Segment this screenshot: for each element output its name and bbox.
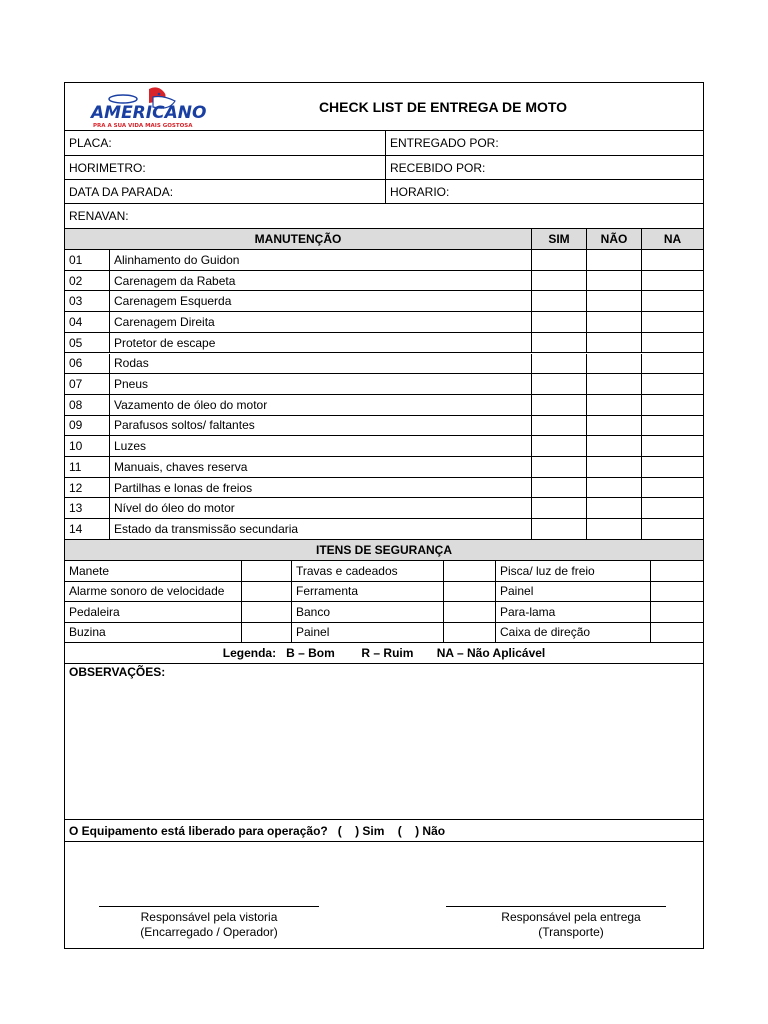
item-label: Luzes bbox=[109, 436, 531, 456]
item-number: 06 bbox=[69, 356, 83, 371]
maintenance-title: MANUTENÇÃO bbox=[65, 229, 531, 249]
item-label: Partilhas e lonas de freios bbox=[109, 478, 531, 498]
checkbox-na[interactable] bbox=[641, 436, 703, 456]
placa-field[interactable]: PLACA: bbox=[69, 136, 112, 150]
checkbox-nao[interactable] bbox=[586, 291, 641, 311]
item-number: 01 bbox=[69, 252, 83, 267]
checkbox-na[interactable] bbox=[641, 416, 703, 436]
item-number: 08 bbox=[69, 397, 83, 412]
table-row bbox=[65, 436, 703, 457]
info-row-3 bbox=[65, 180, 703, 204]
legend-row bbox=[65, 643, 703, 664]
table-row bbox=[65, 498, 703, 519]
checkbox-sim[interactable] bbox=[531, 250, 586, 270]
checkbox-sim[interactable] bbox=[531, 374, 586, 394]
checkbox-sim[interactable] bbox=[531, 312, 586, 332]
item-label: Protetor de escape bbox=[109, 333, 531, 353]
safety-check-box[interactable] bbox=[241, 602, 291, 622]
safety-item-label: Buzina bbox=[69, 625, 106, 640]
info-row-4 bbox=[65, 204, 703, 229]
observations-label: OBSERVAÇÕES: bbox=[69, 665, 166, 679]
checkbox-na[interactable] bbox=[641, 354, 703, 374]
checkbox-na[interactable] bbox=[641, 478, 703, 498]
checkbox-nao[interactable] bbox=[586, 519, 641, 539]
checkbox-sim[interactable] bbox=[531, 498, 586, 518]
left-signature-detail: (Encarregado / Operador) bbox=[140, 925, 278, 939]
safety-check-box[interactable] bbox=[443, 561, 495, 581]
item-label: Carenagem da Rabeta bbox=[109, 271, 531, 291]
table-row bbox=[65, 250, 703, 271]
item-number: 14 bbox=[69, 521, 83, 536]
safety-check-box[interactable] bbox=[443, 623, 495, 643]
signature-label-right bbox=[461, 910, 681, 940]
checkbox-sim[interactable] bbox=[531, 457, 586, 477]
table-row bbox=[65, 582, 703, 603]
item-label: Vazamento de óleo do motor bbox=[109, 395, 531, 415]
checkbox-nao[interactable] bbox=[586, 271, 641, 291]
safety-check-box[interactable] bbox=[650, 561, 703, 581]
col-sim: SIM bbox=[531, 229, 586, 249]
table-row bbox=[65, 416, 703, 437]
checkbox-sim[interactable] bbox=[531, 519, 586, 539]
safety-item-label: Ferramenta bbox=[291, 582, 443, 602]
table-row bbox=[65, 291, 703, 312]
safety-item-label: Alarme sonoro de velocidade bbox=[69, 584, 225, 599]
right-signature-detail: (Transporte) bbox=[538, 925, 604, 939]
table-row bbox=[65, 395, 703, 416]
table-row bbox=[65, 333, 703, 354]
safety-check-box[interactable] bbox=[650, 582, 703, 602]
table-row bbox=[65, 354, 703, 375]
safety-item-label: Pedaleira bbox=[69, 604, 120, 619]
checkbox-sim[interactable] bbox=[531, 395, 586, 415]
maintenance-header bbox=[65, 229, 703, 250]
item-label: Carenagem Esquerda bbox=[109, 291, 531, 311]
item-number: 11 bbox=[69, 459, 82, 474]
checkbox-nao[interactable] bbox=[586, 457, 641, 477]
item-number: 10 bbox=[69, 439, 83, 454]
checkbox-nao[interactable] bbox=[586, 436, 641, 456]
item-number: 13 bbox=[69, 501, 83, 516]
checkbox-nao[interactable] bbox=[586, 354, 641, 374]
checklist-form bbox=[64, 82, 704, 949]
checkbox-nao[interactable] bbox=[586, 374, 641, 394]
table-row bbox=[65, 271, 703, 292]
entregado-por-field[interactable]: ENTREGADO POR: bbox=[385, 131, 703, 155]
item-number: 07 bbox=[69, 377, 83, 392]
observations-box[interactable] bbox=[65, 664, 703, 820]
item-label: Alinhamento do Guidon bbox=[109, 250, 531, 270]
checkbox-na[interactable] bbox=[641, 374, 703, 394]
left-signature-role: Responsável pela vistoria bbox=[140, 910, 278, 924]
signature-label-left bbox=[99, 910, 319, 940]
safety-header bbox=[65, 540, 703, 561]
safety-check-box[interactable] bbox=[241, 623, 291, 643]
signature-line-right[interactable] bbox=[446, 906, 666, 907]
safety-item-label: Pisca/ luz de freio bbox=[495, 561, 650, 581]
logo-tagline: PRA A SUA VIDA MAIS GOSTOSA bbox=[93, 123, 193, 129]
checkbox-na[interactable] bbox=[641, 498, 703, 518]
item-label: Rodas bbox=[109, 354, 531, 374]
col-nao: NÃO bbox=[586, 229, 641, 249]
table-row bbox=[65, 519, 703, 540]
safety-check-box[interactable] bbox=[443, 582, 495, 602]
checkbox-na[interactable] bbox=[641, 519, 703, 539]
checkbox-nao[interactable] bbox=[586, 478, 641, 498]
info-row-2 bbox=[65, 156, 703, 180]
release-row bbox=[65, 820, 703, 842]
safety-title: ITENS DE SEGURANÇA bbox=[65, 540, 703, 560]
safety-check-box[interactable] bbox=[650, 623, 703, 643]
safety-item-label: Para-lama bbox=[495, 602, 650, 622]
item-number: 03 bbox=[69, 294, 83, 309]
checkbox-na[interactable] bbox=[641, 457, 703, 477]
checkbox-sim[interactable] bbox=[531, 436, 586, 456]
safety-check-box[interactable] bbox=[241, 561, 291, 581]
item-label: Pneus bbox=[109, 374, 531, 394]
checkbox-na[interactable] bbox=[641, 291, 703, 311]
item-label: Parafusos soltos/ faltantes bbox=[109, 416, 531, 436]
table-row bbox=[65, 374, 703, 395]
checkbox-sim[interactable] bbox=[531, 478, 586, 498]
form-header bbox=[65, 83, 703, 131]
safety-item-label: Painel bbox=[495, 582, 650, 602]
checkbox-na[interactable] bbox=[641, 395, 703, 415]
item-label: Estado da transmissão secundaria bbox=[109, 519, 531, 539]
horimetro-field[interactable]: HORIMETRO: bbox=[69, 160, 146, 175]
checkbox-nao[interactable] bbox=[586, 333, 641, 353]
col-na: NA bbox=[641, 229, 703, 249]
checkbox-sim[interactable] bbox=[531, 354, 586, 374]
checkbox-na[interactable] bbox=[641, 271, 703, 291]
item-number: 09 bbox=[69, 418, 83, 433]
table-row bbox=[65, 312, 703, 333]
horario-field[interactable]: HORARIO: bbox=[385, 180, 703, 203]
data-parada-field[interactable]: DATA DA PARADA: bbox=[69, 184, 174, 199]
page-title: CHECK LIST DE ENTREGA DE MOTO bbox=[318, 99, 568, 115]
safety-check-box[interactable] bbox=[241, 582, 291, 602]
release-question[interactable]: O Equipamento está liberado para operação? ( ) Sim ( ) Não bbox=[69, 823, 446, 838]
renavan-field[interactable]: RENAVAN: bbox=[69, 209, 129, 223]
checkbox-nao[interactable] bbox=[586, 416, 641, 436]
checkbox-na[interactable] bbox=[641, 312, 703, 332]
checkbox-nao[interactable] bbox=[586, 250, 641, 270]
checkbox-nao[interactable] bbox=[586, 312, 641, 332]
checkbox-sim[interactable] bbox=[531, 416, 586, 436]
table-row bbox=[65, 561, 703, 582]
safety-check-box[interactable] bbox=[650, 602, 703, 622]
recebido-por-field[interactable]: RECEBIDO POR: bbox=[385, 156, 703, 179]
checkbox-sim[interactable] bbox=[531, 271, 586, 291]
checkbox-sim[interactable] bbox=[531, 291, 586, 311]
checkbox-nao[interactable] bbox=[586, 498, 641, 518]
safety-item-label: Caixa de direção bbox=[495, 623, 650, 643]
safety-item-label: Banco bbox=[291, 602, 443, 622]
safety-item-label: Manete bbox=[69, 563, 110, 578]
signature-line-left[interactable] bbox=[99, 906, 319, 907]
checkbox-sim[interactable] bbox=[531, 333, 586, 353]
item-number: 05 bbox=[69, 335, 83, 350]
item-number: 12 bbox=[69, 480, 83, 495]
table-row bbox=[65, 623, 703, 644]
item-label: Carenagem Direita bbox=[109, 312, 531, 332]
safety-check-box[interactable] bbox=[443, 602, 495, 622]
item-label: Nível do óleo do motor bbox=[109, 498, 531, 518]
logo-text: AMERICANO bbox=[91, 103, 207, 123]
item-number: 04 bbox=[69, 314, 83, 329]
item-label: Manuais, chaves reserva bbox=[109, 457, 531, 477]
checkbox-na[interactable] bbox=[641, 333, 703, 353]
safety-item-label: Painel bbox=[291, 623, 443, 643]
item-number: 02 bbox=[69, 273, 83, 288]
table-row bbox=[65, 602, 703, 623]
legend: Legenda: B – Bom R – Ruim NA – Não Aplicável bbox=[222, 646, 546, 660]
table-row bbox=[65, 478, 703, 499]
table-row bbox=[65, 457, 703, 478]
americano-logo bbox=[87, 85, 217, 129]
safety-item-label: Travas e cadeados bbox=[291, 561, 443, 581]
right-signature-role: Responsável pela entrega bbox=[501, 910, 641, 924]
info-row-1 bbox=[65, 131, 703, 156]
checkbox-nao[interactable] bbox=[586, 395, 641, 415]
checkbox-na[interactable] bbox=[641, 250, 703, 270]
